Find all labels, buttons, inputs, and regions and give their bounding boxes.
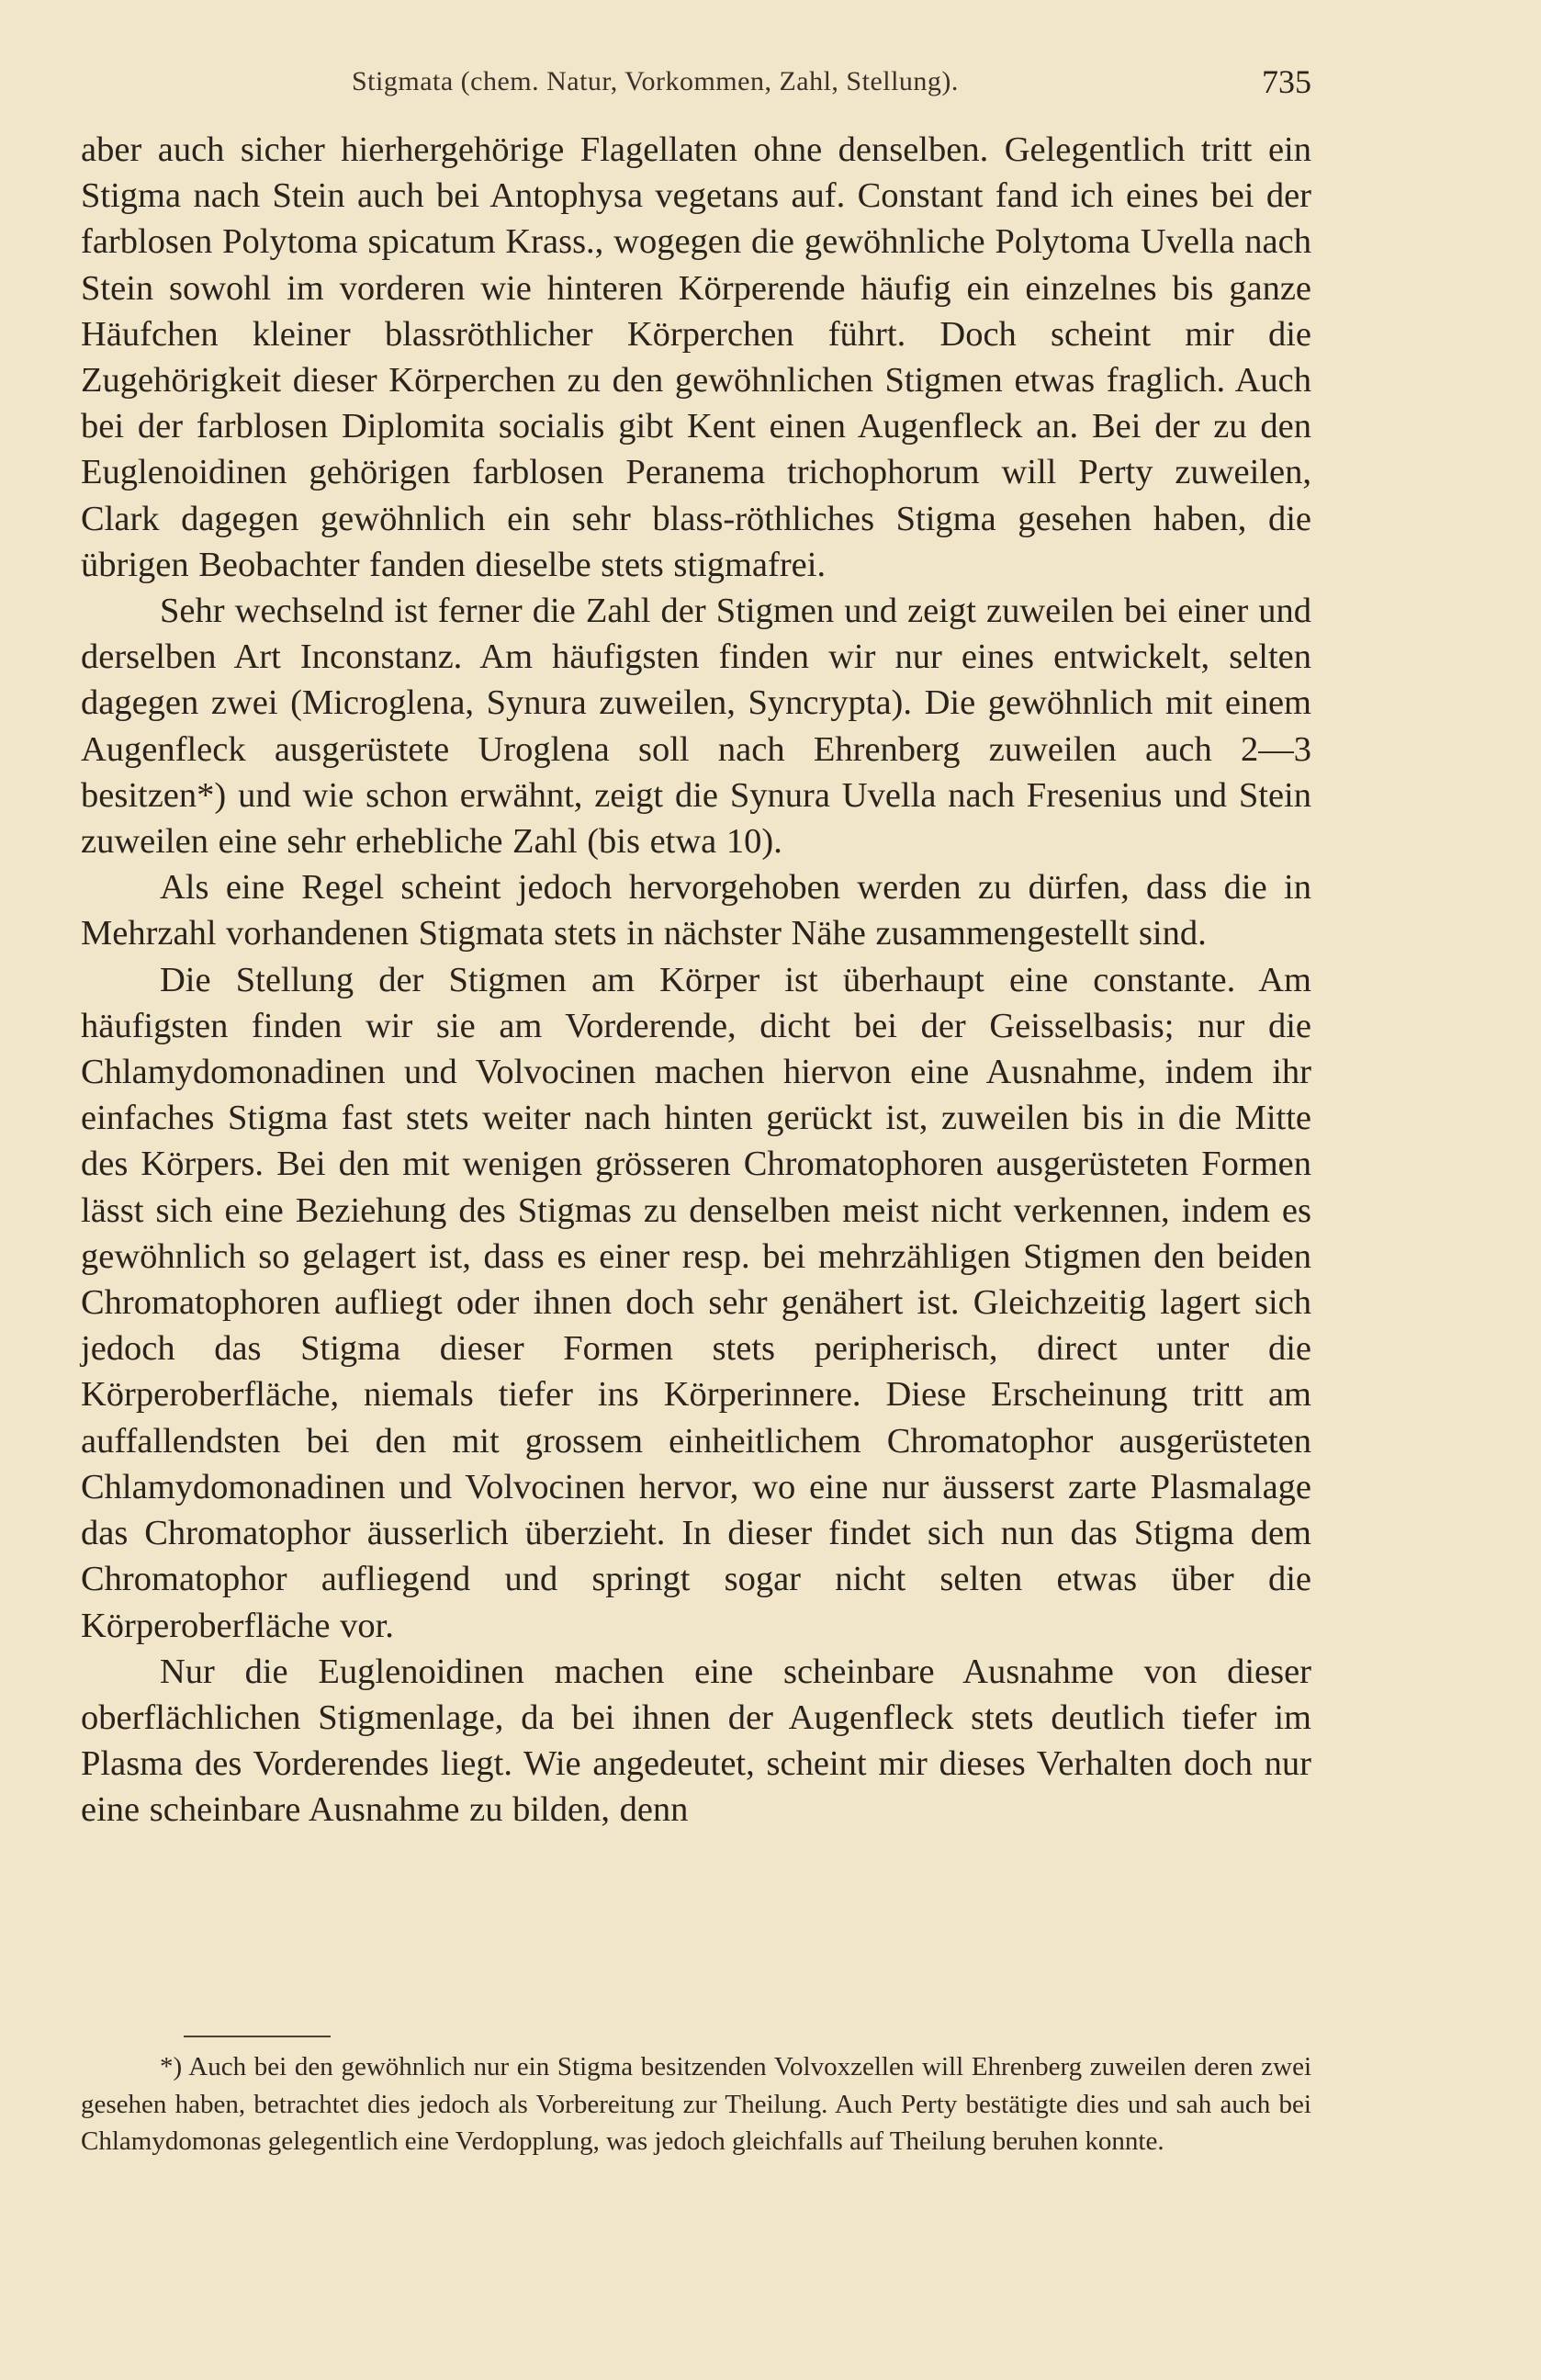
footnote: *) Auch bei den gewöhnlich nur ein Stigma besitzenden Volvoxzellen will Ehrenberg zuweilen deren zwei gesehen haben, betrachtet dies jedoch als Vorbereitung zur Theilung. Auch Perty bestätigte dies und sah auch bei Chlamydomonas gelegentlich eine Verdopplung, was jedoch gleichfalls auf Theilung beruhen konnte.: [81, 2052, 1311, 2156]
footnote-divider: [184, 2036, 331, 2037]
footnotes: [81, 2048, 1311, 2160]
paragraph-continuation: aber auch sicher hierhergehörige Flagellaten ohne denselben. Gelegentlich tritt ein Stigma nach Stein auch bei Antophysa vegetans auf. Constant fand ich eines bei der farblosen Polytoma spicatum Krass., wogegen die gewöhnliche Polytoma Uvella nach Stein sowohl im vorderen wie hinteren Körperende häufig ein einzelnes bis ganze Häufchen kleiner blassröthlicher Körperchen führt. Doch scheint mir die Zugehörigkeit dieser Körperchen zu den gewöhnlichen Stigmen etwas fraglich. Auch bei der farblosen Diplomita socialis gibt Kent einen Augenfleck an. Bei der zu den Euglenoidinen gehörigen farblosen Peranema trichophorum will Perty zuweilen, Clark dagegen gewöhnlich ein sehr blass-röthliches Stigma gesehen haben, die übrigen Beobachter fanden dieselbe stets stigmafrei.: [81, 130, 1311, 584]
page-number: 735: [1262, 63, 1311, 100]
paragraph-euglenoidinen: Nur die Euglenoidinen machen eine scheinbare Ausnahme von dieser oberflächlichen Stigmenlage, da bei ihnen der Augenfleck stets deutlich tiefer im Plasma des Vorderendes liegt. Wie angedeutet, scheint mir dieses Verhalten doch nur eine scheinbare Ausnahme zu bilden, denn: [81, 1652, 1311, 1830]
paragraph-stigma-count: Sehr wechselnd ist ferner die Zahl der Stigmen und zeigt zuweilen bei einer und derselben Art Inconstanz. Am häufigsten finden wir nur eines entwickelt, selten dagegen zwei (Microglena, Synura zuweilen, Syncrypta). Die gewöhnlich mit einem Augenfleck ausgerüstete Uroglena soll nach Ehrenberg zuweilen auch 2—3 besitzen*) und wie schon erwähnt, zeigt die Synura Uvella nach Fresenius und Stein zuweilen eine sehr erhebliche Zahl (bis etwa 10).: [81, 592, 1311, 862]
paragraph-stigma-rule: Als eine Regel scheint jedoch hervorgehoben werden zu dürfen, dass die in Mehrzahl vorhandenen Stigmata stets in nächster Nähe zusammengestellt sind.: [81, 868, 1311, 953]
body-text: [81, 127, 1311, 1833]
paragraph-stigma-position: Die Stellung der Stigmen am Körper ist überhaupt eine constante. Am häufigsten finden wir sie am Vorderende, dicht bei der Geisselbasis; nur die Chlamydomonadinen und Volvocinen machen hiervon eine Ausnahme, indem ihr einfaches Stigma fast stets weiter nach hinten gerückt ist, zuweilen bis in die Mitte des Körpers. Bei den mit wenigen grösseren Chromatophoren ausgerüsteten Formen lässt sich eine Beziehung des Stigmas zu denselben meist nicht verkennen, indem es gewöhnlich so gelagert ist, dass es einer resp. bei mehrzähligen Stigmen den beiden Chromatophoren aufliegt oder ihnen doch sehr genähert ist. Gleichzeitig lagert sich jedoch das Stigma dieser Formen stets peripherisch, direct unter die Körperoberfläche, niemals tiefer ins Körperinnere. Diese Erscheinung tritt am auffallendsten bei den mit grossem einheitlichem Chromatophor ausgerüsteten Chlamydomonadinen und Volvocinen hervor, wo eine nur äusserst zarte Plasmalage das Chromatophor äusserlich überzieht. In dieser findet sich nun das Stigma dem Chromatophor aufliegend und springt sogar nicht selten etwas über die Körperoberfläche vor.: [81, 960, 1311, 1645]
page-header: [81, 55, 1311, 110]
running-head: Stigmata (chem. Natur, Vorkommen, Zahl, Stellung).: [352, 66, 959, 96]
